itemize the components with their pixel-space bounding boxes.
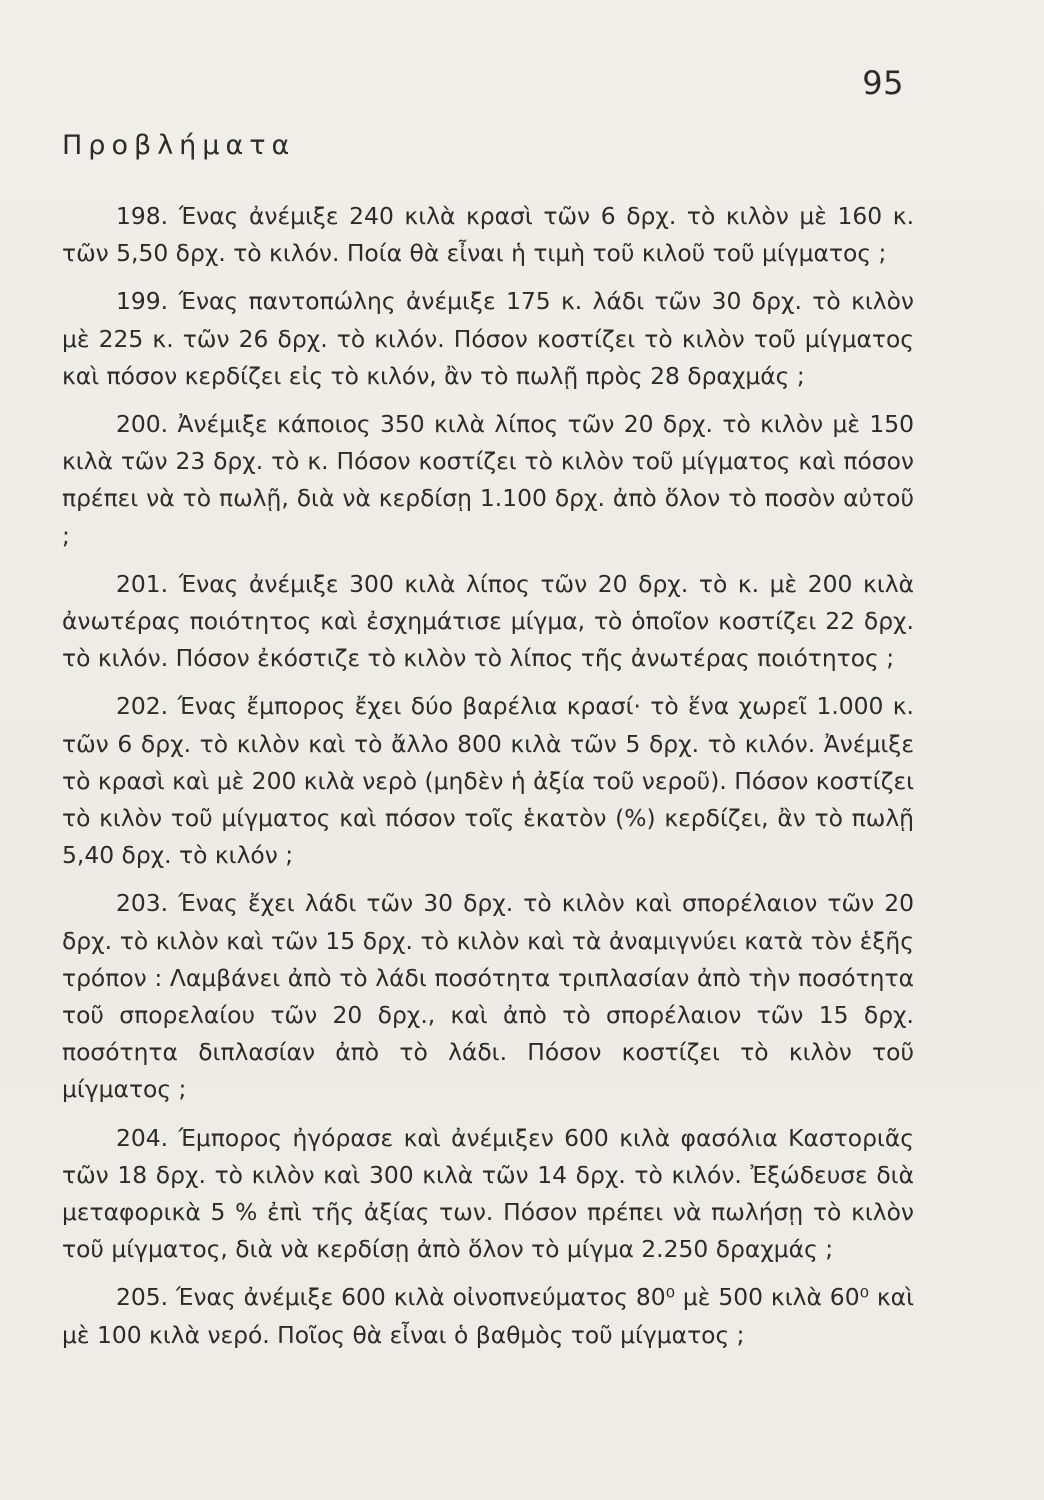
problem-203 (62, 885, 914, 1108)
section-heading: Προβλήματα (62, 130, 296, 161)
problem-text: Ένας ἀνέμιξε 600 κιλὰ οἰνοπνεύματος 80⁰ μὲ 500 κιλὰ 60⁰ καὶ μὲ 100 κιλὰ νερό. Ποῖος θὰ εἶναι ὁ βαθμὸς τοῦ μίγματος ; (62, 1283, 914, 1349)
problem-text: Ένας ἔχει λάδι τῶν 30 δρχ. τὸ κιλὸν καὶ σπορέλαιον τῶν 20 δρχ. τὸ κιλὸν καὶ τῶν 15 δρχ. τὸ κιλὸν καὶ τὰ ἀναμιγνύει κατὰ τὸν ἑξῆς τρόπον : Λαμβάνει ἀπὸ τὸ λάδι ποσότητα τριπλασίαν ἀπὸ τὴν ποσότητα τοῦ σπορελαίου τῶν 20 δρχ., καὶ ἀπὸ τὸ σπορέλαιον τῶν 15 δρχ. ποσότητα διπλασίαν ἀπὸ τὸ λάδι. Πόσον κοστίζει τὸ κιλὸν τοῦ μίγματος ; (62, 889, 914, 1104)
problem-205 (62, 1279, 914, 1353)
problem-204 (62, 1120, 914, 1269)
problem-number: 204. (116, 1123, 169, 1152)
problem-number: 200. (116, 410, 169, 439)
problem-199 (62, 283, 914, 395)
problem-text: Ἀνέμιξε κάποιος 350 κιλὰ λίπος τῶν 20 δρχ. τὸ κιλὸν μὲ 150 κιλὰ τῶν 23 δρχ. τὸ κ. Πόσον κοστίζει τὸ κιλὸν τοῦ μίγματος καὶ πόσον πρέπει νὰ τὸ πωλῇ, διὰ νὰ κερδίσῃ 1.100 δρχ. ἀπὸ ὅλον τὸ ποσὸν αὐτοῦ ; (62, 410, 915, 550)
problem-number: 205. (116, 1283, 169, 1312)
problem-number: 202. (116, 692, 169, 721)
problem-number: 199. (116, 287, 169, 316)
problem-text: Ένας ἀνέμιξε 300 κιλὰ λίπος τῶν 20 δρχ. τὸ κ. μὲ 200 κιλὰ ἀνωτέρας ποιότητος καὶ ἐσχημάτισε μίγμα, τὸ ὁποῖον κοστίζει 22 δρχ. τὸ κιλόν. Πόσον ἐκόστιζε τὸ κιλὸν τὸ λίπος τῆς ἀνωτέρας ποιότητος ; (62, 569, 914, 673)
problem-text: Ένας ἀνέμιξε 240 κιλὰ κρασὶ τῶν 6 δρχ. τὸ κιλὸν μὲ 160 κ. τῶν 5,50 δρχ. τὸ κιλόν. Ποία θὰ εἶναι ἡ τιμὴ τοῦ κιλοῦ τοῦ μίγματος ; (62, 202, 915, 268)
problem-number: 203. (116, 889, 169, 918)
problem-text: Ένας παντοπώλης ἀνέμιξε 175 κ. λάδι τῶν 30 δρχ. τὸ κιλὸν μὲ 225 κ. τῶν 26 δρχ. τὸ κιλόν. Πόσον κοστίζει τὸ κιλὸν τοῦ μίγματος καὶ πόσον κερδίζει εἰς τὸ κιλόν, ἂν τὸ πωλῇ πρὸς 28 δραχμάς ; (62, 287, 914, 390)
problem-200 (62, 406, 914, 555)
problem-list (62, 198, 914, 1365)
problem-number: 198. (116, 202, 169, 230)
problem-text: Έμπορος ἠγόρασε καὶ ἀνέμιξεν 600 κιλὰ φασόλια Καστοριᾶς τῶν 18 δρχ. τὸ κιλὸν καὶ 300 κιλὰ τῶν 14 δρχ. τὸ κιλόν. Ἐξώδευσε διὰ μεταφορικὰ 5 % ἐπὶ τῆς ἀξίας των. Πόσον πρέπει νὰ πωλήσῃ τὸ κιλὸν τοῦ μίγματος, διὰ νὰ κερδίσῃ ἀπὸ ὅλον τὸ μίγμα 2.250 δραχμάς ; (62, 1123, 914, 1264)
problem-text: Ένας ἔμπορος ἔχει δύο βαρέλια κρασί· τὸ ἕνα χωρεῖ 1.000 κ. τῶν 6 δρχ. τὸ κιλὸν καὶ τὸ ἄλλο 800 κιλὰ τῶν 5 δρχ. τὸ κιλόν. Ἀνέμιξε τὸ κρασὶ καὶ μὲ 200 κιλὰ νερὸ (μηδὲν ἡ ἀξία τοῦ νεροῦ). Πόσον κοστίζει τὸ κιλὸν τοῦ μίγματος καὶ πόσον τοῖς ἑκατὸν (%) κερδίζει, ἂν τὸ πωλῇ 5,40 δρχ. τὸ κιλόν ; (62, 692, 914, 870)
problem-201 (62, 566, 914, 678)
page-number: 95 (862, 64, 904, 102)
problem-198 (62, 198, 914, 272)
problem-number: 201. (116, 569, 169, 598)
problem-202 (62, 688, 914, 874)
